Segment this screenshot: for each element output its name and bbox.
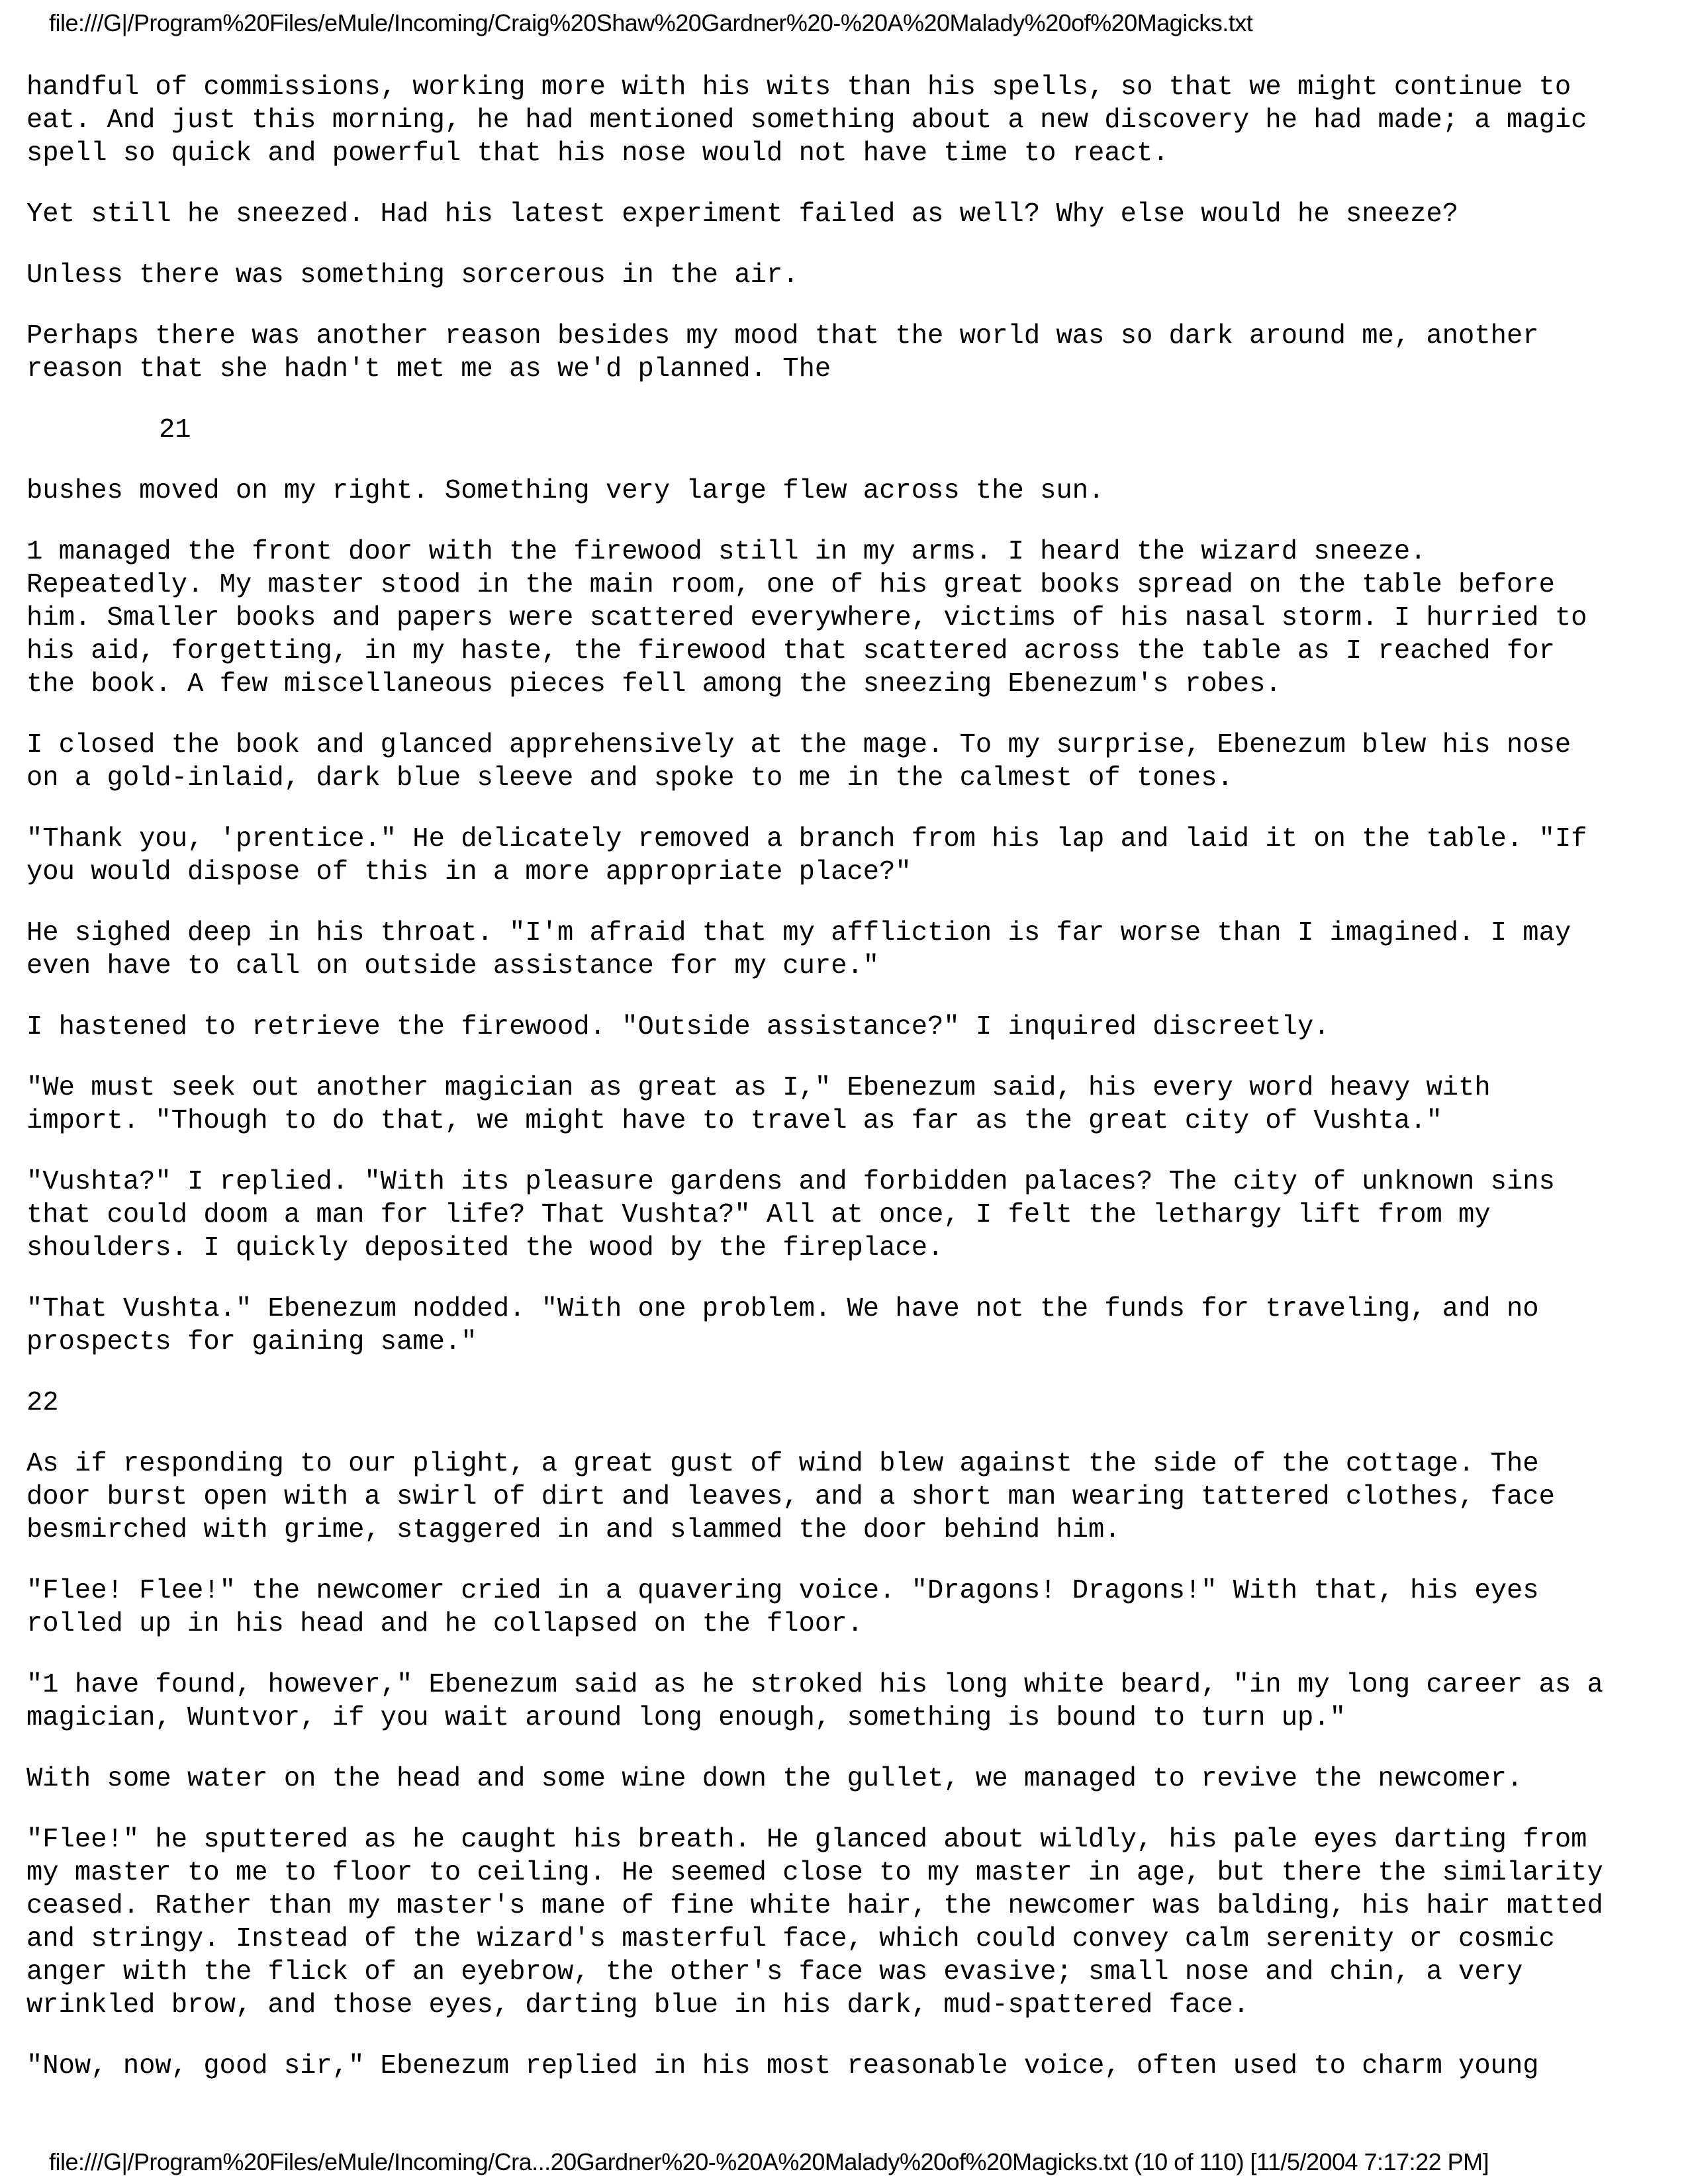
- paragraph: Perhaps there was another reason besides my mood that the world was so dark around me, another reason that she hadn't met me as we'd planned. The: [26, 321, 1539, 385]
- paragraph: handful of commissions, working more with his wits than his spells, so that we might continue to eat. And just this morning, he had mentioned something about a new discovery he had made; a magic spell so quick and powerful that his nose would not have time to react.: [26, 72, 1587, 169]
- paragraph: bushes moved on my right. Something very large flew across the sun.: [26, 476, 1105, 506]
- page-header-url: file:///G|/Program%20Files/eMule/Incoming/Craig%20Shaw%20Gardner%20-%20A%20Malady%20of%20Magicks.txt: [49, 9, 1253, 36]
- paragraph: Yet still he sneezed. Had his latest experiment failed as well? Why else would he sneeze?: [26, 199, 1459, 230]
- paragraph: Unless there was something sorcerous in the air.: [26, 260, 799, 291]
- paragraph: I hastened to retrieve the firewood. "Outside assistance?" I inquired discreetly.: [26, 1012, 1330, 1042]
- page-footer-url: file:///G|/Program%20Files/eMule/Incoming/Cra...20Gardner%20-%20A%20Malady%20of%20Magicks.txt (10 of 110) [11/5/2004 7:17:22 PM]: [49, 2148, 1489, 2175]
- paragraph: "1 have found, however," Ebenezum said as he stroked his long white beard, "in my long career as a magician, Wuntvor, if you wait around long enough, something is bound to turn up.": [26, 1670, 1603, 1733]
- paragraph: "Now, now, good sir," Ebenezum replied in his most reasonable voice, often used to charm young: [26, 2051, 1539, 2081]
- page-number: 21: [159, 415, 191, 445]
- document-body: [26, 71, 1668, 2111]
- paragraph: "We must seek out another magician as great as I," Ebenezum said, his every word heavy with import. "Though to do that, we might have to travel as far as the great city of Vushta.": [26, 1073, 1491, 1136]
- paragraph: "Thank you, 'prentice." He delicately removed a branch from his lap and laid it on the table. "If you would dispose of this in a more appropriate place?": [26, 824, 1587, 887]
- paragraph: He sighed deep in his throat. "I'm afraid that my affliction is far worse than I imagined. I may even have to call on outside assistance for my cure.": [26, 918, 1571, 981]
- paragraph: "That Vushta." Ebenezum nodded. "With one problem. We have not the funds for traveling, and no prospects for gaining same.": [26, 1294, 1539, 1357]
- paragraph: As if responding to our plight, a great gust of wind blew against the side of the cottage. The door burst open with a swirl of dirt and leaves, and a short man wearing tattered clothes, face besmirched with grime, staggered in and slammed the door behind him.: [26, 1449, 1555, 1545]
- paragraph: I closed the book and glanced apprehensively at the mage. To my surprise, Ebenezum blew his nose on a gold-inlaid, dark blue sleeve and spoke to me in the calmest of tones.: [26, 730, 1571, 794]
- paragraph: "Flee! Flee!" the newcomer cried in a quavering voice. "Dragons! Dragons!" With that, his eyes rolled up in his head and he collapsed on the floor.: [26, 1576, 1539, 1639]
- paragraph: 1 managed the front door with the firewood still in my arms. I heard the wizard sneeze. Repeatedly. My master stood in the main room, one of his great books spread on the table before him. Smaller books and papers were scattered everywhere, victims of his nasal storm. I hurried to his aid, forgetting, in my haste, the firewood that scattered across the table as I reached for the book. A few miscellaneous pieces fell among the sneezing Ebenezum's robes.: [26, 537, 1587, 700]
- paragraph: "Vushta?" I replied. "With its pleasure gardens and forbidden palaces? The city of unknown sins that could doom a man for life? That Vushta?" All at once, I felt the lethargy lift from my shoulders. I quickly deposited the wood by the fireplace.: [26, 1167, 1555, 1263]
- page-number: 22: [26, 1388, 59, 1418]
- paragraph: "Flee!" he sputtered as he caught his breath. He glanced about wildly, his pale eyes darting from my master to me to floor to ceiling. He seemed close to my master in age, but there the similarity ceased. Rather than my master's mane of fine white hair, the newcomer was balding, his hair matted and stringy. Instead of the wizard's masterful face, which could convey calm serenity or cosmic anger with the flick of an eyebrow, the other's face was evasive; small nose and chin, a very wrinkled brow, and those eyes, darting blue in his dark, mud-spattered face.: [26, 1825, 1603, 2021]
- paragraph: With some water on the head and some wine down the gullet, we managed to revive the newcomer.: [26, 1764, 1523, 1794]
